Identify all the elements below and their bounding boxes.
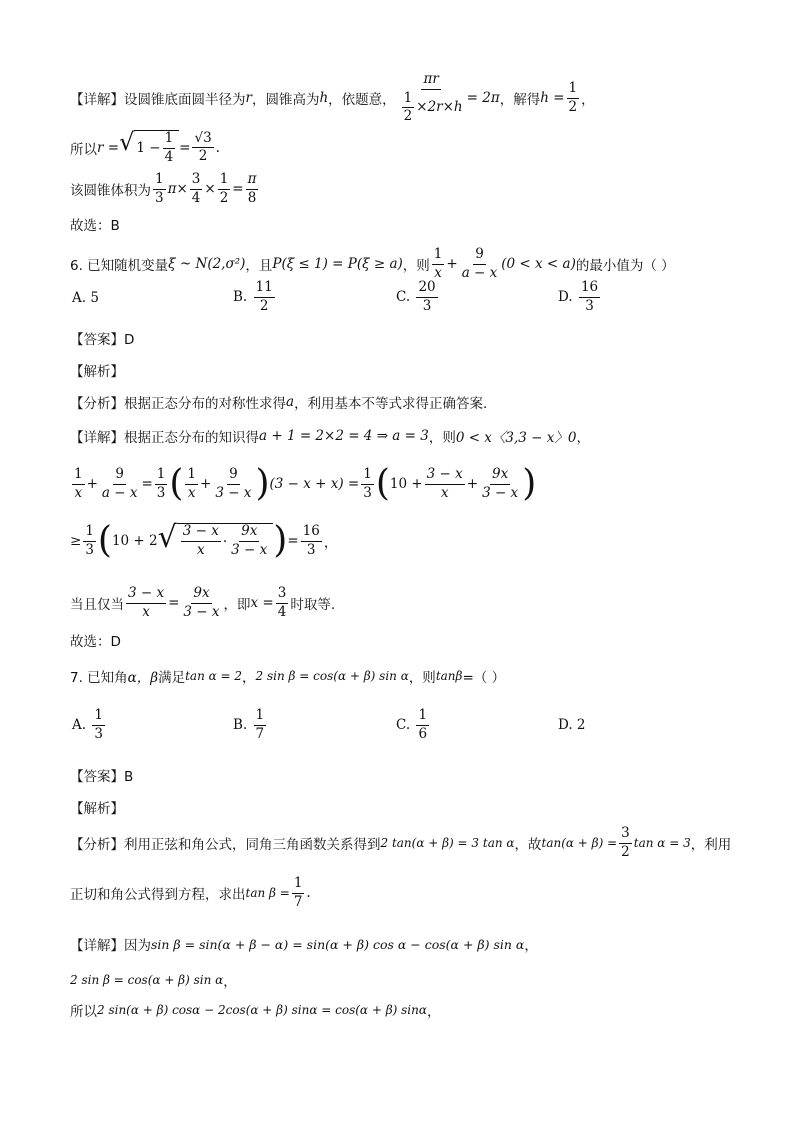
text-q6-l2-d4: 3 <box>306 541 316 558</box>
math-part: ) <box>273 520 288 561</box>
math-part <box>398 90 465 125</box>
text-q6-l2-n2: 3 − x <box>181 524 221 542</box>
text-q6-stem4: 的最小值为（ ） <box>575 258 675 275</box>
text-q6-l1-ten: 10 + <box>389 476 423 492</box>
text-q5-v-eq: = <box>232 181 244 198</box>
text-q6-detail-text2: ，则 <box>428 430 456 446</box>
text-q7-tanb: tanβ <box>435 669 463 683</box>
math-part: ) <box>522 463 537 504</box>
math-part <box>134 130 179 165</box>
text-q7-analysis-tag: 【解析】 <box>70 801 124 817</box>
q5-choice <box>70 214 734 234</box>
q6-option-d <box>558 280 602 314</box>
math-part: ) <box>255 463 270 504</box>
text-q6-optA: A. 5 <box>72 290 99 306</box>
text-q6-l2-comma: ， <box>323 535 338 551</box>
text-q7-optB-num: 1 <box>254 708 267 726</box>
text-q6-l1-n1: 1 <box>72 467 85 485</box>
text-q6-l3-n3: 3 <box>276 586 289 604</box>
q6-choice <box>70 630 734 650</box>
text-q7-fenxi-period: . <box>306 885 311 902</box>
text-q7-fenxi-tag: 【分析】 <box>70 837 124 854</box>
text-q6-l1-d7: x <box>440 484 449 501</box>
math-part <box>213 467 253 501</box>
math-part <box>181 524 221 558</box>
text-q6-detail-range: 0 < x〈3,3 − x〉0 <box>455 430 577 446</box>
math-part <box>432 247 445 281</box>
math-part <box>416 280 437 314</box>
text-q6-l1-plus2: + <box>200 476 212 492</box>
math-part <box>92 708 105 742</box>
q6-option-a <box>72 290 99 306</box>
text-q6-detail-eq: a + 1 = 2×2 = 4 ⇒ a = 3 <box>259 428 429 444</box>
text-q5-line3-text: 该圆锥体积为 <box>70 183 151 200</box>
text-q6-fenxi-text1: 根据正态分布的对称性求得 <box>124 396 286 412</box>
text-q7-optA-num: 1 <box>92 708 105 726</box>
math-part <box>83 524 96 558</box>
text-q6-l2-ge: ≥ <box>70 533 82 549</box>
text-q5-v-n4: π <box>246 172 259 190</box>
math-part <box>126 586 166 620</box>
text-q7-fenxi-text1: 利用正弦和角公式，同角三角函数关系得到 <box>124 837 381 854</box>
math-part <box>579 280 600 314</box>
math-part <box>192 131 213 165</box>
text-q7-fenxi-line2b: tan β = <box>245 886 290 901</box>
math-part <box>425 467 465 501</box>
text-q7-detail-eq1: sin β = sin(α + β − α) = sin(α + β) cos α − cos(α + β) sin α <box>151 936 525 952</box>
text-q7-stem1: 7. 已知角 <box>70 670 128 686</box>
text-q7-fenxi-line2a: 正切和角公式得到方程，求出 <box>70 887 246 904</box>
text-q7-optC-den: 6 <box>418 725 428 742</box>
text-q7-detail-text3: 所以 <box>70 1004 97 1020</box>
text-q6-l1-plus3: + <box>466 476 479 492</box>
text-q5-r-rhs-num: √3 <box>192 131 213 149</box>
text-q6-l3-n1: 3 − x <box>126 586 166 604</box>
text-q5-r-rhs-eq: = <box>179 139 191 156</box>
text-q6-l3-text3: 时取等. <box>290 597 336 614</box>
text-q5-sqrt-num: 1 <box>163 131 176 149</box>
text-q6-l1-n8: 9x <box>490 467 510 485</box>
text-q6-optC-label: C. <box>396 289 411 306</box>
text-q6-l2-d2: x <box>196 542 205 558</box>
text-q7-tan-eq: tan α = 2 <box>185 669 243 683</box>
text-q5-detail-text1: 设圆锥底面圆半径为 <box>124 92 246 109</box>
text-q5-detail-text4: ，解得 <box>499 92 541 109</box>
text-q6-l1-d4: x <box>187 484 196 501</box>
text-q6-optC-den: 3 <box>422 297 432 314</box>
text-q6-l1-n6: 1 <box>361 467 374 485</box>
text-q6-l1-d3: 3 <box>156 484 166 501</box>
text-q7-fenxi-eq1: 2 tan(α + β) = 3 tan α <box>380 836 515 851</box>
math-part <box>619 826 632 860</box>
q6-detail <box>70 426 734 446</box>
text-q6-l2-d1: 3 <box>85 541 94 558</box>
math-part: ( <box>169 463 184 504</box>
text-q7-fenxi-text2: ，故 <box>514 837 542 854</box>
detail-tag: 【详解】 <box>70 92 124 109</box>
text-q6-l3-d1: x <box>142 603 150 620</box>
text-q5-v-x: × <box>204 181 216 198</box>
math-part <box>155 467 168 501</box>
text-q6-l3-d3: 4 <box>277 603 287 620</box>
text-q5-eq-num: πr <box>421 72 440 90</box>
text-q6-l1-eq: = <box>141 476 153 492</box>
text-q5-comma: ， <box>581 92 595 109</box>
text-q6-detail-tag: 【详解】 <box>70 430 124 446</box>
text-q6-detail-text1: 根据正态分布的知识得 <box>124 430 259 446</box>
math-part <box>254 280 275 314</box>
math-part <box>153 172 166 206</box>
text-q5-v-n2: 3 <box>190 172 203 190</box>
text-q7-answer: 【答案】B <box>70 769 134 785</box>
text-q5-v-n3: 1 <box>218 172 231 190</box>
text-q6-l1-n2: 9 <box>113 467 126 485</box>
text-q7-optD: D. 2 <box>558 717 586 733</box>
text-q6-l1-n7: 3 − x <box>425 467 465 485</box>
text-q7-optA-label: A. <box>72 717 87 734</box>
text-q6-fenxi-a: a <box>286 394 295 410</box>
text-q5-r-eq: r = <box>97 139 120 156</box>
text-q6-l3-eq: = <box>168 595 180 612</box>
text-q5-sqrt-den: 4 <box>164 148 174 165</box>
math-part <box>416 708 429 742</box>
text-q7-stem4: ，则 <box>408 670 436 686</box>
text-q7-fenxi-eq2a: tan(α + β) = <box>541 836 618 851</box>
text-q6-stem3: ，则 <box>402 258 430 275</box>
text-q7-detail-comma3: ， <box>426 1004 441 1020</box>
text-q7-alpha-beta: α，β <box>127 670 159 686</box>
text-q7-fenxi-d: 2 <box>621 843 630 860</box>
text-q6-l2-eq: = <box>287 533 299 549</box>
text-q6-l3-x: x = <box>250 595 274 612</box>
math-part <box>301 524 322 558</box>
text-q6-stem2: ，且 <box>245 258 273 275</box>
text-q6-xi-dist: ξ ~ N(2,σ²) <box>168 256 246 273</box>
math-part <box>402 91 415 125</box>
math-part <box>185 467 198 501</box>
text-q5-line2-text: 所以 <box>70 141 97 158</box>
text-q6-f2-num: 9 <box>473 247 486 265</box>
math-part <box>190 172 203 206</box>
text-q6-choice: 故选：D <box>70 634 121 650</box>
text-q6-optC-num: 20 <box>416 280 437 298</box>
math-part <box>229 524 269 558</box>
text-q6-optB-num: 11 <box>254 280 275 298</box>
q7-option-a <box>72 708 107 742</box>
q6-analysis-tag <box>70 360 734 380</box>
text-q6-l2-n3: 9x <box>239 524 259 542</box>
q7-fenxi-line2 <box>70 876 734 910</box>
text-q5-eq-rhs: = 2π <box>466 90 500 107</box>
math-part <box>460 247 500 281</box>
text-q7-fenxi-n2: 1 <box>292 876 305 894</box>
text-q6-l3-text1: 当且仅当 <box>70 597 124 614</box>
math-part <box>361 467 374 501</box>
q5-volume-line <box>70 172 734 206</box>
q7-option-b <box>233 708 268 742</box>
text-q5-eq-den3: ×2r×h <box>416 98 463 115</box>
math-part <box>72 467 85 501</box>
volume-fraction <box>398 72 465 125</box>
text-q5-detail-h: h <box>319 90 329 107</box>
math-part <box>181 586 221 620</box>
text-q7-fenxi-d2: 7 <box>293 893 303 910</box>
text-q6-l3-n2: 9x <box>191 586 211 604</box>
text-q5-v-pi: π× <box>167 181 188 198</box>
text-q6-l2-ten: 10 + 2 <box>111 533 158 549</box>
text-q6-plus: + <box>446 256 458 273</box>
math-part: ( <box>375 463 390 504</box>
text-q7-fenxi-text3: ，利用 <box>690 837 732 854</box>
text-q6-prob: P(ξ ≤ 1) = P(ξ ≥ a) <box>272 256 403 273</box>
text-q5-v-d4: 8 <box>247 189 257 206</box>
text-q5-v-d3: 2 <box>219 189 229 206</box>
text-q5-eq-den1: 1 <box>402 91 415 109</box>
q7-stem <box>70 666 734 686</box>
text-q5-detail-text2: ，圆锥高为 <box>251 92 320 109</box>
h-fraction <box>567 81 580 115</box>
text-q7-optA-den: 3 <box>94 725 103 742</box>
text-q6-fenxi-text2: ，利用基本不等式求得正确答案. <box>294 396 488 412</box>
q7-fenxi <box>70 826 734 860</box>
text-q6-f1-num: 1 <box>432 247 445 265</box>
q7-option-d <box>558 717 586 733</box>
q6-derivation-line1 <box>70 463 734 504</box>
text-q6-l1-n5: 9 <box>227 467 240 485</box>
text-q6-optB-den: 2 <box>259 297 269 314</box>
text-q5-eq-den2: 2 <box>403 108 413 125</box>
text-q6-l2-dot: · <box>222 533 228 550</box>
math-part <box>177 523 274 558</box>
text-q5-v-d2: 4 <box>191 189 201 206</box>
math-part <box>218 172 231 206</box>
text-q5-h-den: 2 <box>568 98 578 115</box>
text-q6-optD-den: 3 <box>585 297 594 314</box>
text-q7-detail-comma2: ， <box>223 974 237 990</box>
text-q7-stem2: 满足 <box>158 670 186 686</box>
text-q6-cond: (0 < x < a) <box>501 256 576 273</box>
text-q7-detail-comma: ， <box>524 938 538 954</box>
text-q5-v-d1: 3 <box>155 189 164 206</box>
q7-analysis-tag <box>70 797 734 817</box>
text-q7-fenxi-eq2b: tan α = 3 <box>633 836 691 851</box>
text-q6-l1-n4: 1 <box>185 467 198 485</box>
text-q7-eq2: 2 sin β = cos(α + β) sin α <box>255 669 409 683</box>
text-q7-optC-num: 1 <box>416 708 429 726</box>
text-q7-optB-label: B. <box>233 717 248 734</box>
text-q6-f1-den: x <box>434 264 442 281</box>
text-q6-stem1: 6. 已知随机变量 <box>70 258 169 275</box>
text-q6-optB-label: B. <box>233 289 248 306</box>
math-part: √ $\frac{3 - x}{x}$ · $\frac{9x}{3 - x}$ <box>158 523 274 558</box>
text-q5-h-eq: h = <box>540 90 565 107</box>
math-part <box>292 876 305 910</box>
q7-detail-line3 <box>70 1000 734 1020</box>
math-part <box>276 586 289 620</box>
text-q5-detail-text3: ，依题意， <box>328 92 396 109</box>
text-q6-l1-d6: 3 <box>363 484 372 501</box>
text-q6-detail-comma: ， <box>576 430 590 446</box>
text-q7-stem5: =（ ） <box>462 670 506 686</box>
text-q6-optD-label: D. <box>558 289 573 306</box>
q7-option-c <box>396 708 431 742</box>
text-q6-f2-den: a − x <box>461 264 498 281</box>
text-q7-optB-den: 7 <box>255 725 265 742</box>
text-q5-detail-r: r <box>245 90 252 107</box>
q5-detail-line <box>70 72 734 125</box>
text-q5-h-num: 1 <box>567 81 580 99</box>
q6-equality-condition <box>70 586 734 620</box>
text-q6-l1-plus: + <box>86 476 98 492</box>
math-part <box>254 708 267 742</box>
math-part <box>480 467 520 501</box>
q6-stem <box>70 247 734 281</box>
q6-answer <box>70 328 734 348</box>
q6-derivation-line2 <box>70 520 734 561</box>
text-q7-stem3: ， <box>242 670 256 686</box>
math-part: ( <box>97 520 112 561</box>
q6-fenxi <box>70 392 734 412</box>
text-q6-l2-n1: 1 <box>83 524 96 542</box>
text-q6-l3-text2: ，即 <box>223 597 251 614</box>
q6-option-b <box>233 280 277 314</box>
text-q5-period: . <box>215 139 220 156</box>
q5-r-line <box>70 130 734 165</box>
text-q6-l1-mid: (3 − x + x) = <box>269 476 360 492</box>
math-part <box>100 467 140 501</box>
text-q6-l1-d8: 3 − x <box>482 484 519 501</box>
text-q7-optC-label: C. <box>396 717 411 734</box>
text-q6-optD-num: 16 <box>579 280 600 298</box>
text-q6-l1-n3: 1 <box>155 467 168 485</box>
text-q6-l1-d5: 3 − x <box>215 484 252 501</box>
text-q7-detail-eq2: 2 sin β = cos(α + β) sin α <box>70 973 224 987</box>
text-q6-fenxi-tag: 【分析】 <box>70 396 124 412</box>
text-q6-l2-d3: 3 − x <box>231 542 268 558</box>
text-q5-sqrt-a: 1 − <box>136 140 161 157</box>
text-q7-detail-eq3: 2 sin(α + β) cosα − 2cos(α + β) sinα = cos(α + β) sinα <box>97 1003 427 1017</box>
text-q6-l3-d2: 3 − x <box>183 603 220 620</box>
text-q7-detail-text1: 因为 <box>124 938 151 954</box>
text-q5-choice: 故选：B <box>70 218 120 234</box>
text-q7-detail-tag: 【详解】 <box>70 938 124 954</box>
text-q5-r-rhs-den: 2 <box>198 148 208 165</box>
math-part <box>163 131 176 165</box>
sqrt-expression: √ 1 − $\frac{1}{4}$ <box>119 130 179 165</box>
math-part <box>246 172 259 206</box>
q7-answer <box>70 765 734 785</box>
text-q6-answer: 【答案】D <box>70 332 135 348</box>
text-q6-l2-n4: 16 <box>301 524 322 542</box>
text-q6-l1-d2: a − x <box>101 484 138 501</box>
text-q7-fenxi-n: 3 <box>619 826 632 844</box>
text-q5-v-n1: 1 <box>153 172 166 190</box>
text-q6-analysis-tag: 【解析】 <box>70 364 124 380</box>
text-q6-l1-d1: x <box>74 484 83 501</box>
q6-option-c <box>396 280 440 314</box>
q7-detail <box>70 934 734 954</box>
q7-detail-line2 <box>70 970 734 990</box>
